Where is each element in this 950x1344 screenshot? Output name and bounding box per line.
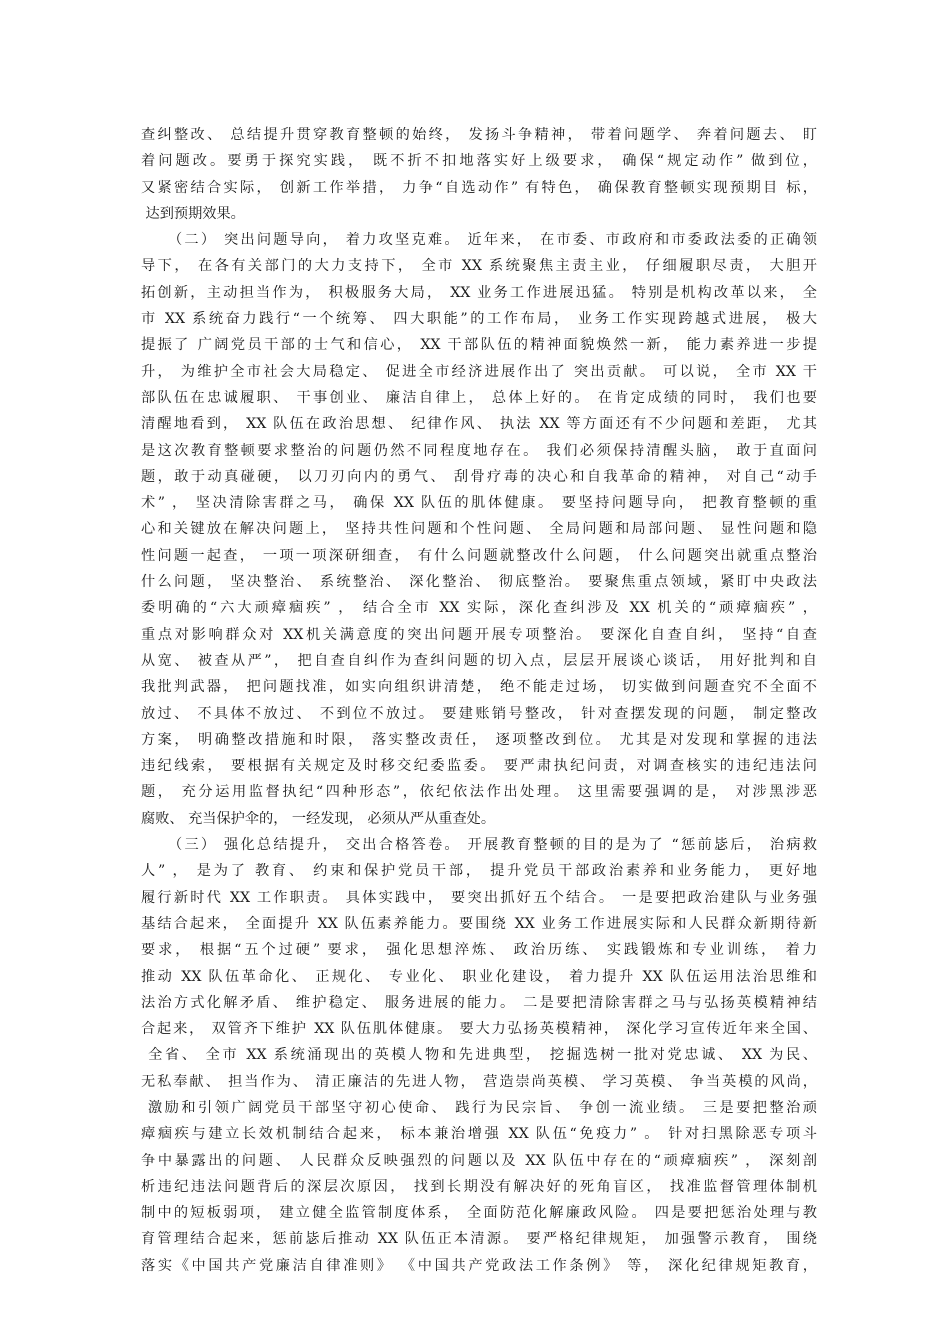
text-line: 题， 充分运用监督执纪“四种形态”，依纪依法作出处理。 这里需要强调的是， 对涉黑涉恶 [141,784,817,801]
text-line: 落实《中国共产党廉洁自律准则》 《中国共产党政法工作条例》 等， 深化纪律规矩教育， [141,1257,817,1274]
text-line: 合起来， 双管齐下维护 XX 队伍肌体健康。 要大力弘扬英模精神， 深化学习宣传近年来全国、 [141,1021,817,1038]
text-line: 从宽、 被查从严”， 把自查自纠作为查纠问题的切入点，层层开展谈心谈话， 用好批判和自 [141,652,817,669]
text-line: 又紧密结合实际， 创新工作举措， 力争“自选动作” 有特色， 确保教育整顿实现预期目 标， [141,179,817,196]
text-line: 查纠整改、 总结提升贯穿教育整顿的始终， 发扬斗争精神， 带着问题学、 奔着问题去、 盯 [141,127,817,143]
text-line: 术” ， 坚决清除害群之马， 确保 XX 队伍的肌体健康。 要坚持问题导向， 把教育整顿的重 [141,495,817,512]
text-line: 析违纪违法问题背后的深层次原因， 找到长期没有解决好的死角盲区， 找准监督管理体制机 [141,1178,817,1195]
text-line: 人” ， 是为了 教育、 约束和保护党员干部， 提升党员干部政治素养和业务能力， 更好地 [141,863,817,880]
text-line: 方案， 明确整改措施和时限， 落实整改责任， 逐项整改到位。 尤其是对发现和掌握的违法 [141,731,817,748]
text-line: 是这次教育整顿要求整治的问题仍然不同程度地存在。 我们必须保持清醒头脑， 敢于直面问 [141,442,817,459]
text-line: 题，敢于动真碰硬， 以刀刃向内的勇气、 刮骨疗毒的决心和自我革命的精神， 对自己“动手 [141,468,817,485]
text-line: 达到预期效果。 [141,205,245,222]
text-line: 我批判武器， 把问题找准，如实向组织讲清楚， 绝不能走过场， 切实做到问题查究不全面不 [141,679,817,696]
text-line: 育管理结合起来，惩前毖后推动 XX 队伍正本清源。 要严格纪律规矩， 加强警示教育， 围绕 [141,1231,817,1248]
text-line: 制中的短板弱项， 建立健全监管制度体系， 全面防范化解廉政风险。 四是要把惩治处理与教 [141,1205,817,1222]
text-line: 全省、 全市 XX 系统涌现出的英模人物和先进典型， 挖掘选树一批对党忠诚、 XX 为民、 [141,1047,817,1064]
text-line: 市 XX 系统奋力践行“一个统筹、 四大职能”的工作布局， 业务工作实现跨越式进展， 极大 [141,311,817,328]
document-body [141,122,817,1279]
text-line: 重点对影响群众对 XX机关满意度的突出问题开展专项整治。 要深化自查自纠， 坚持“自查 [141,626,817,643]
text-line: 着问题改。要勇于探究实践， 既不折不扣地落实好上级要求， 确保“规定动作” 做到位， [141,153,817,170]
text-line: 部队伍在忠诚履职、 干事创业、 廉洁自律上， 总体上好的。 在肯定成绩的同时， 我们也要 [141,389,817,406]
text-line: （三） 强化总结提升， 交出合格答卷。 开展教育整顿的目的是为了 “惩前毖后， 治病救 [141,837,817,854]
text-line: 心和关键放在解决问题上， 坚持共性问题和个性问题、 全局问题和局部问题、 显性问题和隐 [141,521,817,538]
text-line: 什么问题， 坚决整治、 系统整治、 深化整治、 彻底整治。 要聚焦重点领域，紧盯中央政法 [141,574,817,591]
text-line: 违纪线索， 要根据有关规定及时移交纪委监委。 要严肃执纪问责，对调查核实的违纪违法问 [141,758,817,775]
text-line: 推动 XX 队伍革命化、 正规化、 专业化、 职业化建设， 着力提升 XX 队伍运用法治思维和 [141,968,817,985]
text-line: 提振了 广阔党员干部的士气和信心， XX 干部队伍的精神面貌焕然一新， 能力素养进一步提 [141,337,817,354]
text-line: 无私奉献、 担当作为、 清正廉洁的先进人物， 营造崇尚英模、 学习英模、 争当英模的风尚， [141,1073,817,1090]
text-line: 履行新时代 XX 工作职责。 具体实践中， 要突出抓好五个结合。 一是要把政治建队与业务强 [141,889,817,906]
text-line: 要求， 根据“五个过硬” 要求， 强化思想淬炼、 政治历练、 实践锻炼和专业训练， 着力 [141,942,817,959]
text-line: 争中暴露出的问题、 人民群众反映强烈的问题以及 XX 队伍中存在的“顽瘴痼疾” ， 深刻剖 [141,1152,817,1169]
text-line: 性问题一起查， 一项一项深研细查， 有什么问题就整改什么问题， 什么问题突出就重点整治 [141,547,817,564]
text-line: （二） 突出问题导向， 着力攻坚克难。 近年来， 在市委、市政府和市委政法委的正确领 [141,232,817,249]
text-line: 瘴痼疾与建立长效机制结合起来， 标本兼治增强 XX 队伍“免疫力” 。 针对扫黑除恶专项斗 [141,1126,817,1143]
text-line: 委明确的“六大顽瘴痼疾” ， 结合全市 XX 实际，深化查纠涉及 XX 机关的“顽瘴痼疾” ， [141,600,817,617]
text-line: 导下， 在各有关部门的大力支持下， 全市 XX 系统聚焦主责主业， 仔细履职尽责， 大胆开 [141,258,817,275]
text-line: 拓创新，主动担当作为， 积极服务大局， XX 业务工作进展迅猛。 特别是机构改革以来， 全 [141,284,817,301]
text-line: 法治方式化解矛盾、 维护稳定、 服务进展的能力。 二是要把清除害群之马与弘扬英模精神结 [141,994,817,1011]
text-line: 激励和引领广阔党员干部坚守初心使命、 践行为民宗旨、 争创一流业绩。 三是要把整治顽 [141,1099,817,1116]
text-line: 清醒地看到， XX 队伍在政治思想、 纪律作风、 执法 XX 等方面还有不少问题和差距， 尤其 [141,416,817,433]
text-line: 腐败、 充当保护伞的， 一经发现， 必须从严从重查处。 [141,810,496,827]
text-line: 基结合起来， 全面提升 XX 队伍素养能力。要围绕 XX 业务工作进展实际和人民群众新期待新 [141,915,817,932]
text-line: 升， 为维护全市社会大局稳定、 促进全市经济进展作出了 突出贡献。 可以说， 全市 XX 干 [141,363,817,380]
text-line: 放过、 不具体不放过、 不到位不放过。 要建账销号整改， 针对查摆发现的问题， 制定整改 [141,705,817,722]
